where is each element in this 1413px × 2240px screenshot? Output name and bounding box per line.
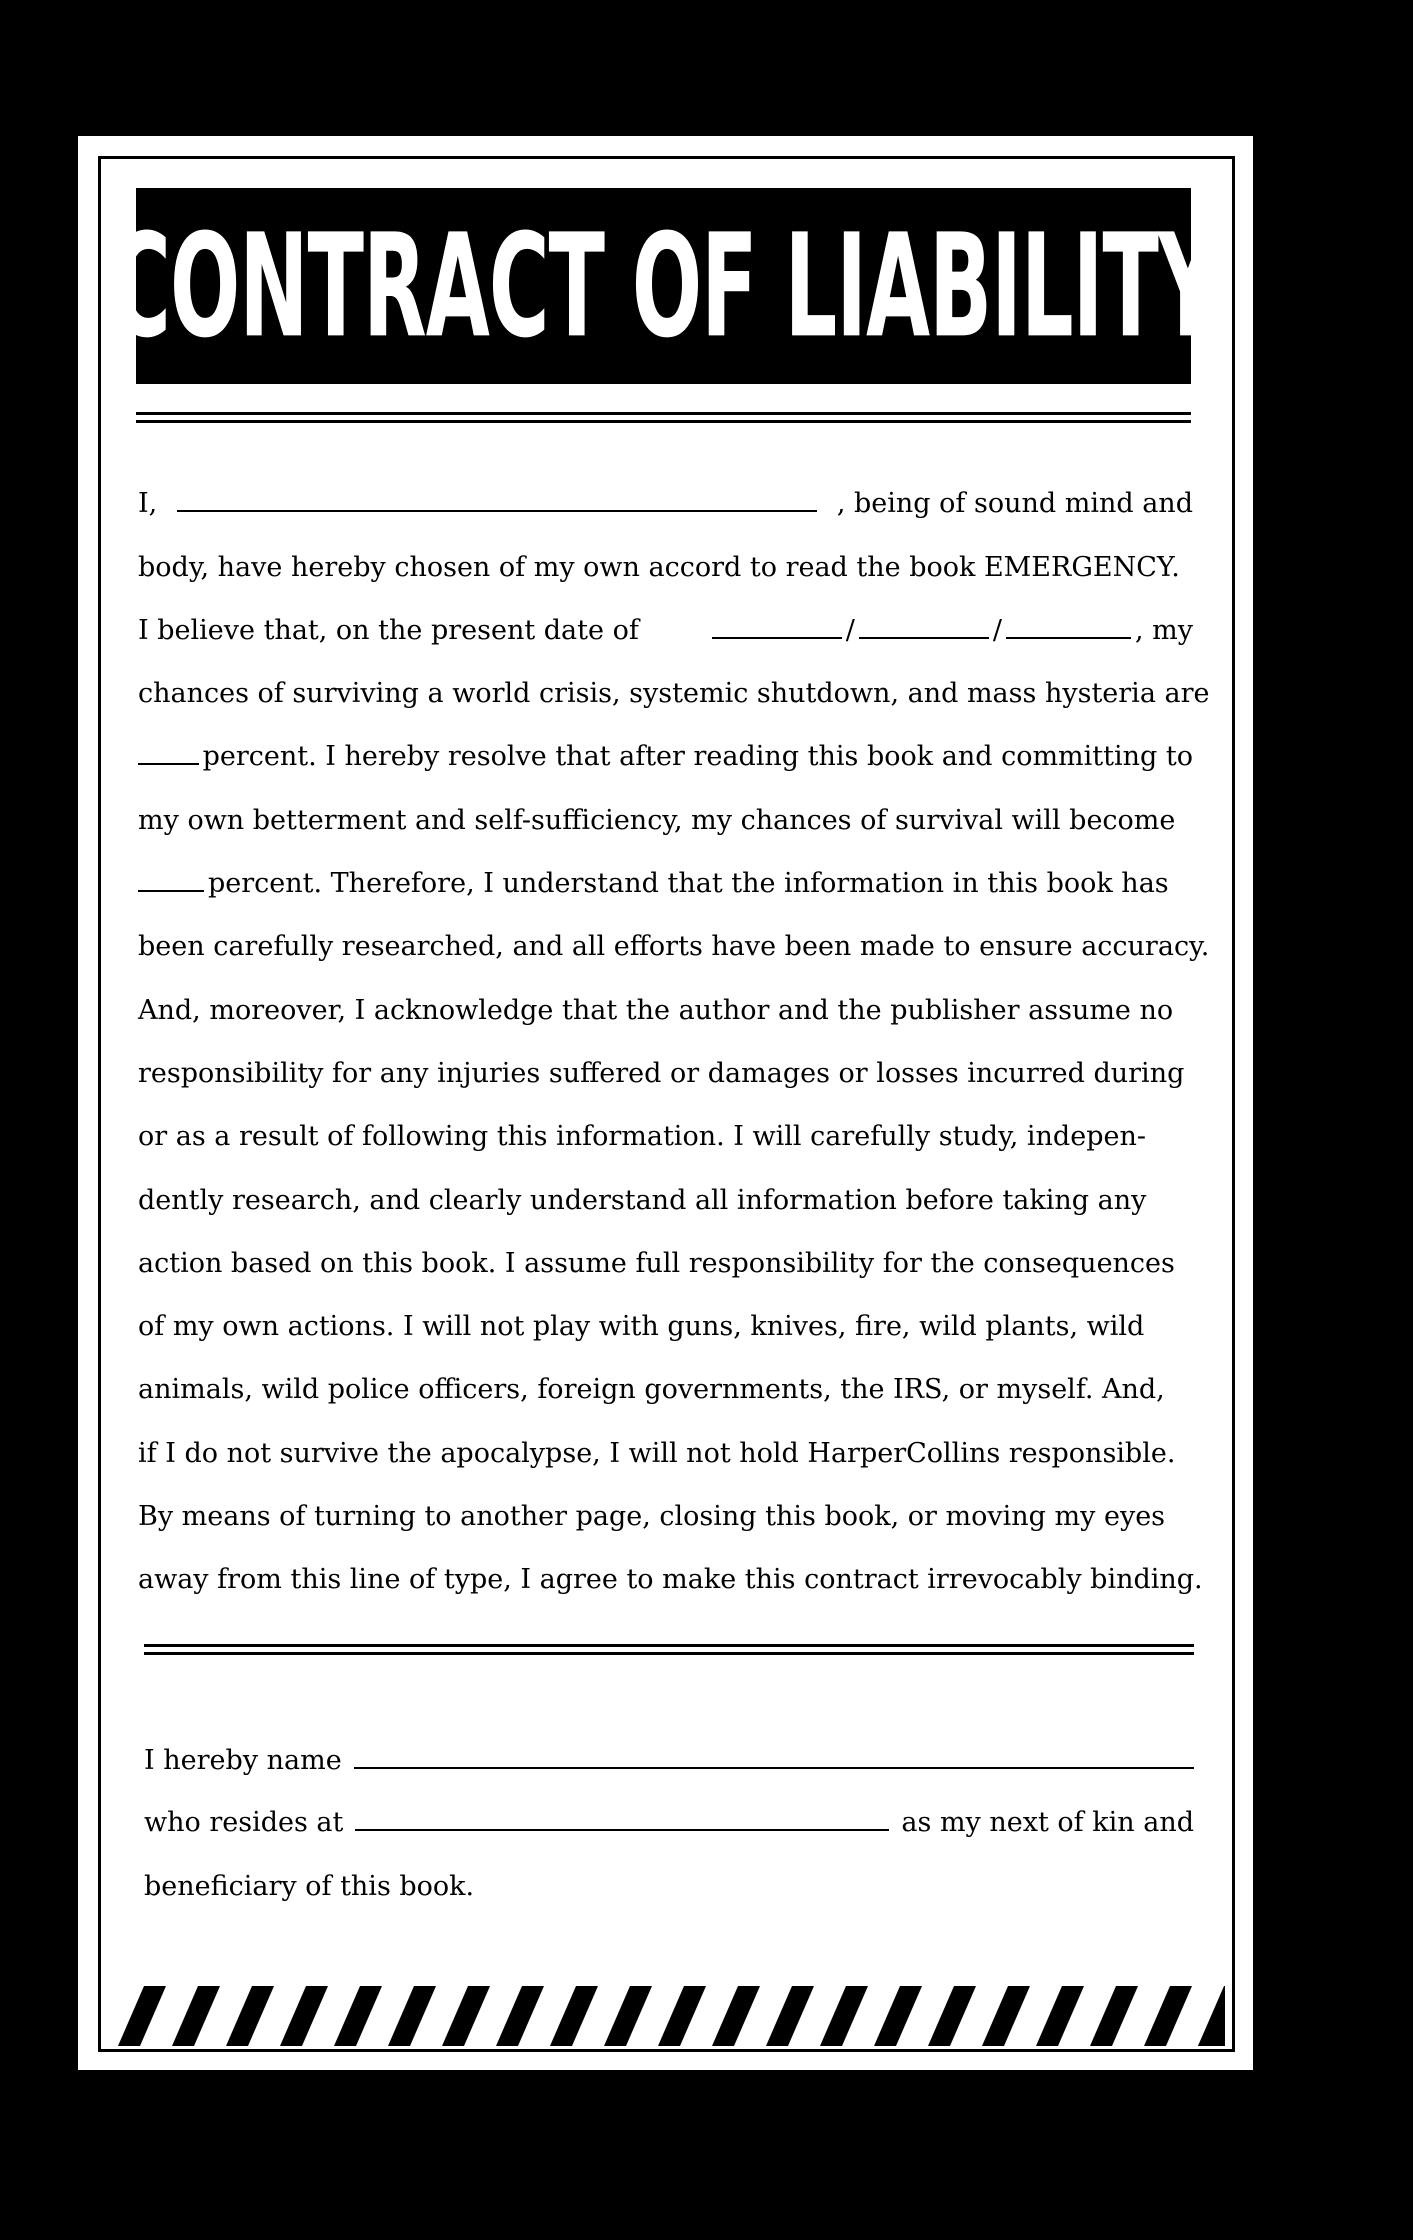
contract-text-fragment: been carefully researched, and all efforts have been made to ensure accuracy.: [138, 931, 1210, 963]
contract-text-fragment: body, have hereby chosen of my own accord to read the book EMERGENCY.: [138, 551, 1180, 583]
contract-text-fragment: , my: [1134, 614, 1193, 646]
date-month-blank[interactable]: [712, 636, 842, 639]
contract-text-fragment: I believe that, on the present date of: [138, 614, 639, 646]
contract-line: [138, 1089, 1193, 1152]
contract-text-fragment: responsibility for any injuries suffered or damages or losses incurred during: [138, 1057, 1185, 1089]
contract-text-fragment: action based on this book. I assume full responsibility for the consequences: [138, 1247, 1175, 1279]
contract-line: [138, 583, 1193, 646]
contract-text-fragment: chances of surviving a world crisis, systemic shutdown, and mass hysteria are: [138, 678, 1210, 710]
contract-text-fragment: away from this line of type, I agree to make this contract irrevocably binding.: [138, 1564, 1203, 1596]
current-chance-blank[interactable]: [138, 762, 199, 765]
contract-text-fragment: animals, wild police officers, foreign governments, the IRS, or myself. And,: [138, 1374, 1165, 1406]
contract-text-fragment: of my own actions. I will not play with guns, knives, fire, wild plants, wild: [138, 1311, 1145, 1343]
residence-blank[interactable]: [355, 1828, 889, 1831]
contract-text-fragment: or as a result of following this information. I will carefully study, indepen-: [138, 1121, 1146, 1153]
contract-text-fragment: By means of turning to another page, closing this book, or moving my eyes: [138, 1501, 1166, 1533]
contract-text-fragment: percent. I hereby resolve that after reading this book and committing to: [202, 741, 1193, 773]
contract-line: [138, 1342, 1193, 1405]
page-title: CONTRACT OF LIABILITY: [110, 203, 1217, 369]
beneficiary-text: beneficiary of this book.: [144, 1871, 475, 1902]
contract-text-fragment: I,: [138, 488, 158, 520]
residence-suffix: as my next of kin and: [901, 1807, 1194, 1838]
residence-label: who resides at: [144, 1807, 344, 1838]
contract-text-fragment: , being of sound mind and: [836, 488, 1193, 520]
contract-line: [138, 646, 1210, 710]
date-day-blank[interactable]: [859, 636, 989, 639]
date-separator: /: [845, 614, 855, 646]
date-separator: /: [992, 614, 1002, 646]
contract-text: [138, 456, 1210, 1596]
contract-text-fragment: dently research, and clearly understand all information before taking any: [138, 1184, 1147, 1216]
contract-line: [138, 1532, 1203, 1596]
contract-line: [138, 1216, 1193, 1279]
contract-line: [138, 456, 1193, 519]
contract-line: [138, 519, 1193, 582]
contract-line: [138, 772, 1193, 835]
contract-text-fragment: if I do not survive the apocalypse, I will not hold HarperCollins responsible.: [138, 1437, 1176, 1469]
next-of-kin-name-line: [144, 1736, 1194, 1776]
contract-line: [138, 836, 1193, 899]
contract-line: [138, 1279, 1193, 1342]
hazard-stripes: [118, 1986, 1225, 2046]
contract-card: [78, 136, 1253, 2070]
contract-text-fragment: my own betterment and self-sufficiency, my chances of survival will become: [138, 804, 1176, 836]
contract-line: [138, 1152, 1193, 1215]
divider-bottom: [144, 1644, 1194, 1655]
contract-line: [138, 962, 1193, 1025]
contract-text-fragment: percent. Therefore, I understand that the information in this book has: [208, 868, 1169, 900]
contract-line: [138, 1405, 1193, 1468]
title-bar: [110, 188, 1217, 384]
name-blank[interactable]: [177, 509, 817, 512]
contract-text-fragment: And, moreover, I acknowledge that the author and the publisher assume no: [138, 994, 1174, 1026]
residence-line: [144, 1798, 1194, 1838]
beneficiary-line: [144, 1862, 1194, 1902]
date-year-blank[interactable]: [1006, 636, 1131, 639]
contract-line: [138, 1469, 1193, 1532]
next-of-kin-name-label: I hereby name: [144, 1745, 342, 1776]
future-chance-blank[interactable]: [138, 889, 204, 892]
contract-line: [138, 899, 1210, 963]
next-of-kin-name-blank[interactable]: [354, 1766, 1194, 1769]
contract-line: [138, 1026, 1193, 1089]
divider-top: [136, 412, 1191, 423]
contract-line: [138, 709, 1193, 772]
